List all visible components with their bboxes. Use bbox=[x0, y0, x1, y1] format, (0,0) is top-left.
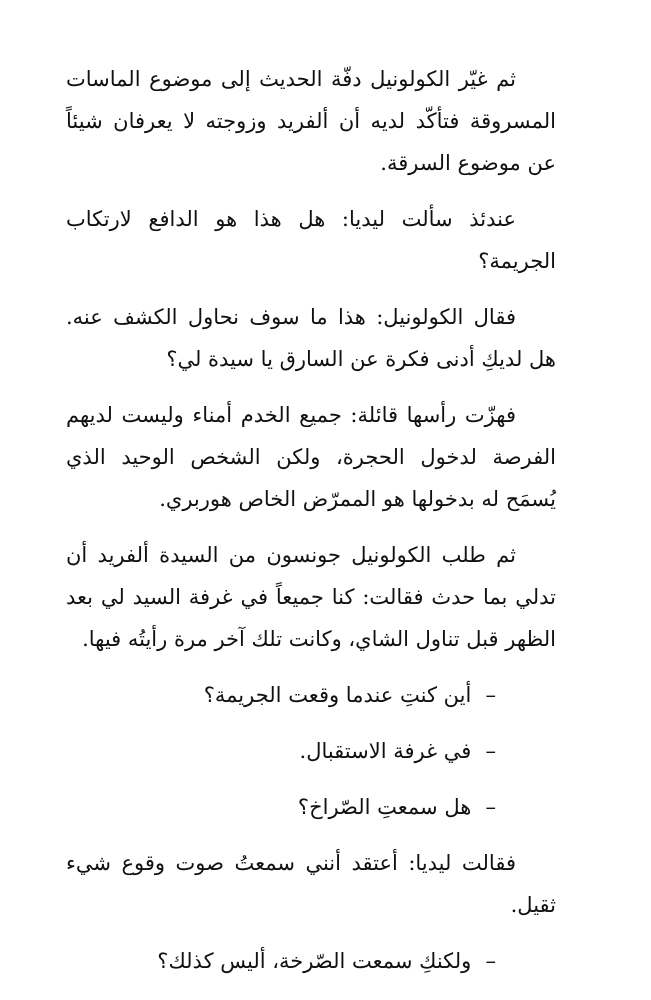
paragraph: فقالت ليديا: أعتقد أنني سمعتُ صوت وقوع شيء ثقيل. bbox=[66, 851, 556, 917]
dialogue-text: أين كنتِ عندما وقعت الجريمة؟ bbox=[203, 683, 472, 707]
paragraph: ثم غيّر الكولونيل دفّة الحديث إلى موضوع الماسات المسروقة فتأكّد لديه أن ألفريد وزوجته لا يعرفان شيئاً عن موضوع السرقة. bbox=[66, 67, 556, 175]
dialogue-dash: – bbox=[485, 795, 496, 819]
dialogue-line bbox=[66, 674, 556, 716]
paragraph: عندئذ سألت ليديا: هل هذا هو الدافع لارتكاب الجريمة؟ bbox=[66, 207, 556, 273]
dialogue-dash: – bbox=[485, 739, 496, 763]
dialogue-dash: – bbox=[485, 949, 496, 973]
book-page bbox=[66, 58, 556, 996]
paragraph: فهزّت رأسها قائلة: جميع الخدم أمناء وليست لديهم الفرصة لدخول الحجرة، ولكن الشخص الوحيد الذي يُسمَح له بدخولها هو الممرّض الخاص هوربري. bbox=[66, 403, 556, 511]
paragraph: فقال الكولونيل: هذا ما سوف نحاول الكشف عنه. هل لديكِ أدنى فكرة عن السارق يا سيدة لي؟ bbox=[66, 305, 556, 371]
dialogue-text: في غرفة الاستقبال. bbox=[299, 739, 472, 763]
dialogue-line bbox=[66, 940, 556, 982]
dialogue-text: هل سمعتِ الصّراخ؟ bbox=[297, 795, 472, 819]
dialogue-line bbox=[66, 730, 556, 772]
paragraph: ثم طلب الكولونيل جونسون من السيدة ألفريد أن تدلي بما حدث فقالت: كنا جميعاً في غرفة السيد لي بعد الظهر قبل تناول الشاي، وكانت تلك آخر مرة رأيتُه فيها. bbox=[66, 543, 556, 651]
dialogue-text: ولكنكِ سمعت الصّرخة، أليس كذلك؟ bbox=[157, 949, 472, 973]
dialogue-line bbox=[66, 786, 556, 828]
dialogue-dash: – bbox=[485, 683, 496, 707]
